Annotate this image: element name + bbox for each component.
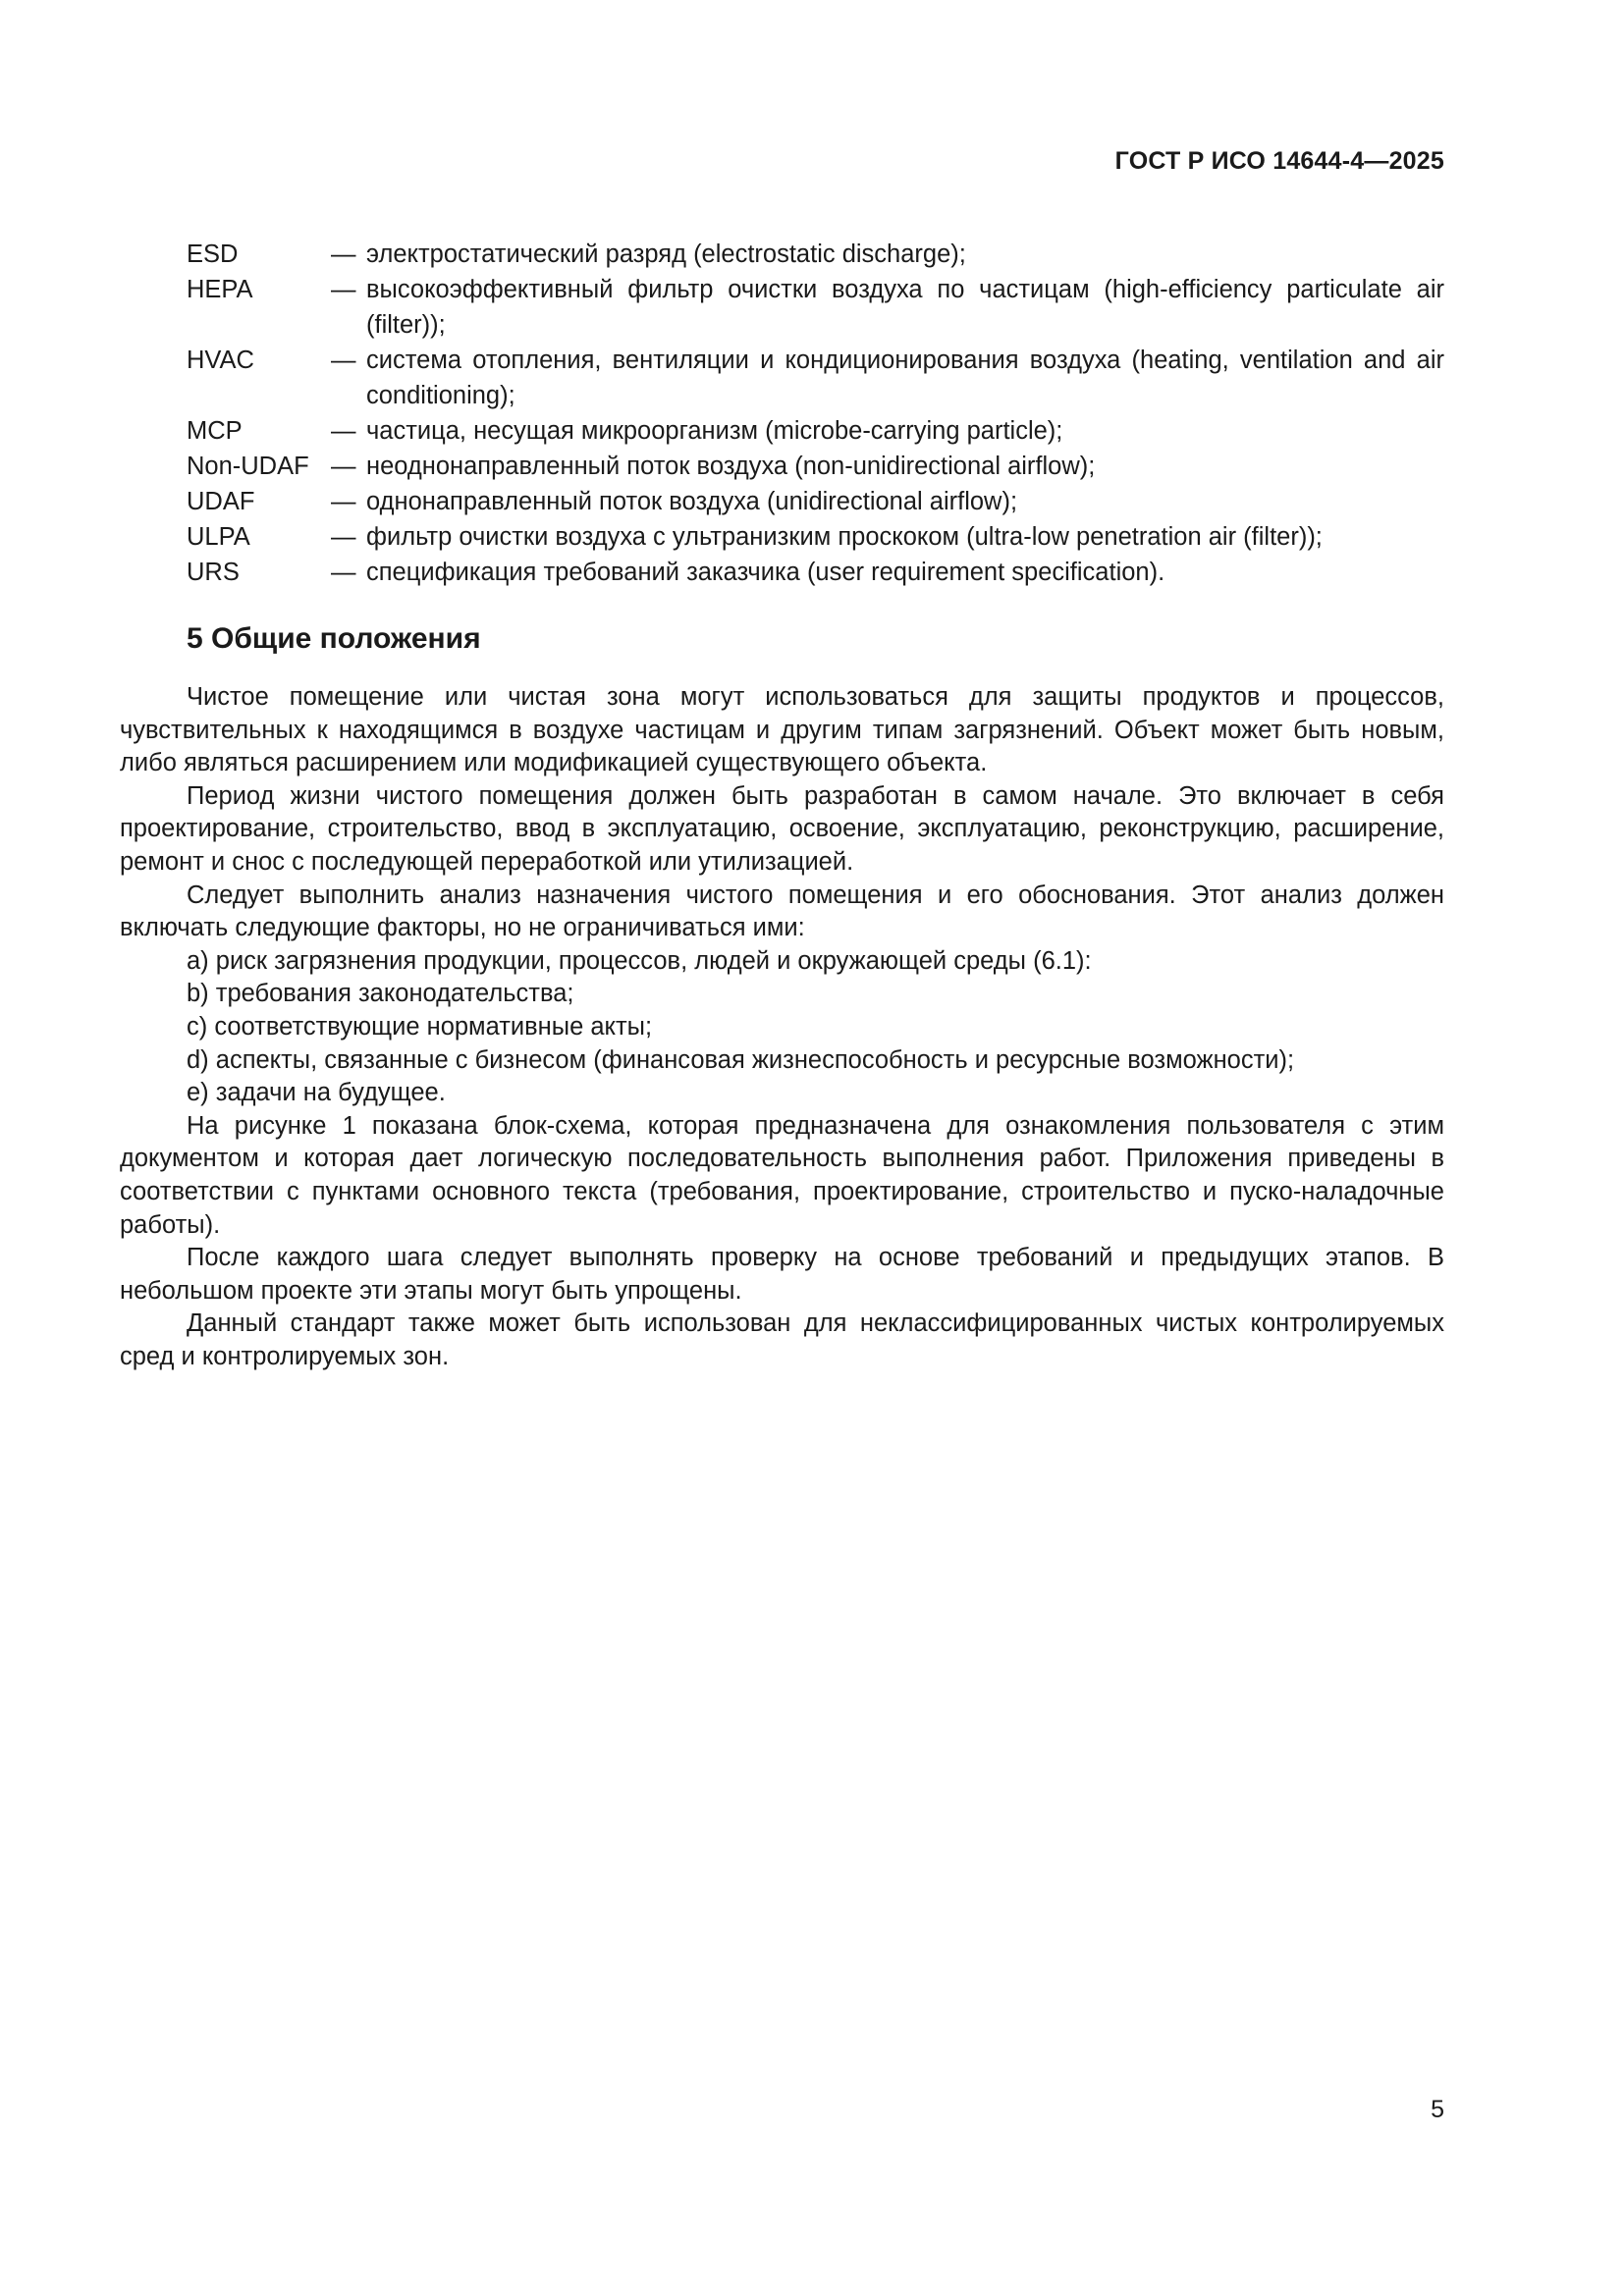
abbreviation-row-ulpa [187,519,1444,555]
abbreviation-definition: электростатический разряд (electrostatic discharge); [366,240,966,268]
section-title: 5 Общие положения [187,622,481,655]
abbreviation-definition: неоднонаправленный поток воздуха (non-unidirectional airflow); [366,453,1096,480]
paragraph: Чистое помещение или чистая зона могут использоваться для защиты продуктов и процессов, чувствительных к находящимся в воздухе частицам и другим типам загрязнений. Объект может быть новым, либо являться расширением или модификацией существующего объекта. [120,683,1444,777]
abbreviation-row-udaf [187,484,1444,519]
abbreviation-dash: — [331,523,356,551]
abbreviation-dash: — [331,240,356,268]
abbreviation-definition: однонаправленный поток воздуха (unidirectional airflow); [366,488,1018,515]
abbreviation-row-hvac [187,343,1444,413]
abbreviation-term: ULPA [187,523,250,551]
list-item: c) соответствующие нормативные акты; [187,1012,653,1041]
abbreviation-definition: спецификация требований заказчика (user requirement specification). [366,559,1165,586]
abbreviation-term: HVAC [187,347,254,374]
abbreviations-list [187,237,1444,590]
list-item: d) аспекты, связанные с бизнесом (финансовая жизнеспособность и ресурсные возможности); [187,1045,1295,1074]
abbreviation-term: Non-UDAF [187,453,309,480]
abbreviation-dash: — [331,453,356,480]
abbreviation-row-urs [187,555,1444,590]
abbreviation-term: MCP [187,417,243,445]
abbreviation-term: UDAF [187,488,255,515]
abbreviation-definition: высокоэффективный фильтр очистки воздуха по частицам (high-efficiency particulate air (filter)); [366,276,1444,339]
abbreviation-term: URS [187,559,240,586]
paragraph: Данный стандарт также может быть использован для неклассифицированных чистых контролируемых сред и контролируемых зон. [120,1309,1444,1370]
paragraph: Следует выполнить анализ назначения чистого помещения и его обоснования. Этот анализ должен включать следующие факторы, но не ограничиваться ими: [120,881,1444,942]
paragraph: На рисунке 1 показана блок-схема, которая предназначена для ознакомления пользователя с этим документом и которая дает логическую последовательность выполнения работ. Приложения приведены в соответствии с пунктами основного текста (требования, проектирование, строительство и пуско-наладочные работы). [120,1111,1444,1239]
abbreviation-row-mcp [187,413,1444,449]
list-item: b) требования законодательства; [187,980,574,1008]
abbreviation-term: ESD [187,240,239,268]
page-number: 5 [1431,2096,1444,2123]
abbreviation-row-hepa [187,272,1444,343]
abbreviation-dash: — [331,417,356,445]
abbreviation-definition: система отопления, вентиляции и кондиционирования воздуха (heating, ventilation and air conditioning); [366,347,1444,409]
paragraph: После каждого шага следует выполнять проверку на основе требований и предыдущих этапов. В небольшом проекте эти этапы могут быть упрощены. [120,1244,1444,1305]
abbreviation-row-non-udaf [187,449,1444,484]
abbreviation-dash: — [331,347,356,374]
paragraph: Период жизни чистого помещения должен быть разработан в самом начале. Это включает в себя проектирование, строительство, ввод в эксплуатацию, освоение, эксплуатацию, реконструкцию, расширение, ремонт и снос с последующей переработкой или утилизацией. [120,781,1444,876]
list-item: e) задачи на будущее. [187,1079,446,1107]
abbreviation-dash: — [331,276,356,303]
abbreviation-dash: — [331,559,356,586]
abbreviation-definition: фильтр очистки воздуха с ультранизким проскоком (ultra-low penetration air (filter)); [366,523,1323,551]
section-body [120,681,1444,1373]
list-item: a) риск загрязнения продукции, процессов, людей и окружающей среды (6.1): [187,946,1092,975]
abbreviation-term: HEPA [187,276,253,303]
document-header: ГОСТ Р ИСО 14644-4—2025 [1114,147,1444,175]
abbreviation-row-esd [187,237,1444,272]
abbreviation-dash: — [331,488,356,515]
abbreviation-definition: частица, несущая микроорганизм (microbe-carrying particle); [366,417,1063,445]
